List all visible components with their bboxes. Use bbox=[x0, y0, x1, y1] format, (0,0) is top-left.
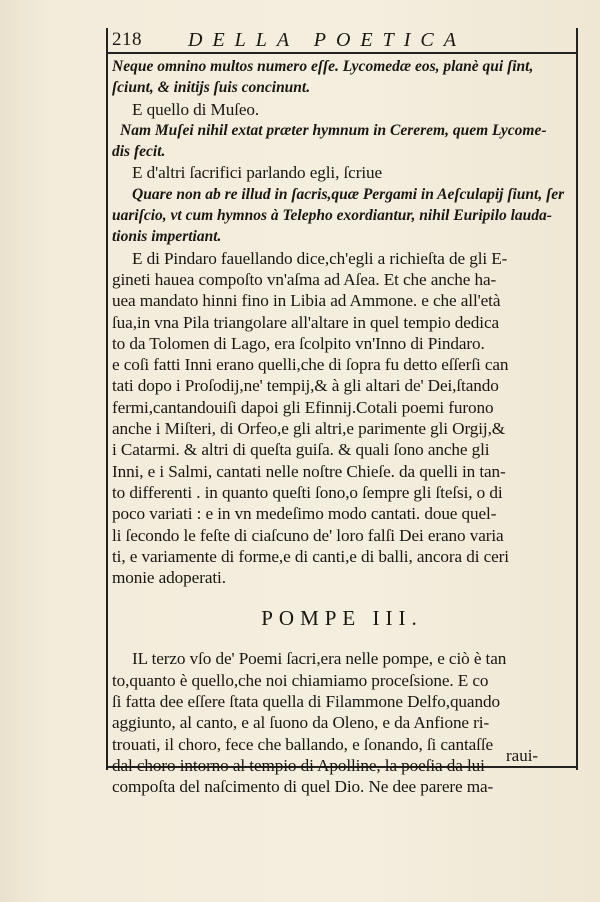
text-line: tati dopo i Proſodij,ne' tempij,& à gli altari de' Dei,ſtando bbox=[112, 376, 499, 396]
text-line: dis fecit. bbox=[112, 143, 166, 161]
text-line: e coſi fatti Inni erano quelli,che di ſopra fu detto eſſerſi can bbox=[112, 355, 509, 375]
page-header bbox=[112, 28, 572, 52]
body-text bbox=[112, 56, 572, 798]
text-line: anche i Miſteri, di Orfeo,e gli altri,e parimente gli Orgij,& bbox=[112, 419, 506, 439]
text-line: Quare non ab re illud in ſacris,quæ Pergami in Aeſculapij ſiunt, ſer bbox=[132, 185, 565, 203]
text-line: ſciunt, & initijs ſuis concinunt. bbox=[112, 79, 311, 97]
text-line: E di Pindaro fauellando dice,ch'egli a richieſta de gli E- bbox=[132, 248, 508, 268]
text-line: poco variati : e in vn medeſimo modo cantati. doue quel- bbox=[112, 504, 497, 524]
text-line: aggiunto, al canto, e al ſuono da Oleno, e da Anfione ri- bbox=[112, 713, 490, 733]
text-line: Neque omnino multos numero eſſe. Lycomedæ eos, planè qui ſint, bbox=[112, 58, 534, 75]
header-rule bbox=[106, 52, 578, 54]
text-line: uea mandato hinni fino in Libia ad Ammone. e che all'età bbox=[112, 291, 501, 311]
text-block-top bbox=[112, 56, 572, 588]
catchword: raui- bbox=[506, 746, 539, 765]
text-line: uariſcio, vt cum hymnos à Telepho exordiantur, nihil Euripilo lauda- bbox=[112, 207, 552, 225]
text-line: ſua,in vna Pila triangolare all'altare in quel tempio dedica bbox=[112, 312, 500, 332]
text-block-bottom bbox=[112, 648, 572, 797]
text-line: dal choro intorno al tempio di Apolline, la poeſia da lui bbox=[112, 755, 485, 775]
right-frame-rule bbox=[576, 28, 578, 770]
text-line: to,quanto è quello,che noi chiamiamo proceſsione. E co bbox=[112, 670, 489, 690]
text-line: E quello di Muſeo. bbox=[132, 99, 260, 119]
text-line: ti, e variamente di forme,e di canti,e di balli, ancora di ceri bbox=[112, 546, 509, 566]
text-line: to da Tolomen di Lago, era ſcolpito vn'Inno di Pindaro. bbox=[112, 333, 485, 353]
running-title: DELLA POETICA bbox=[188, 28, 466, 51]
text-line: gineti haueа compoſto vn'aſma ad Aſea. Et che anche ha- bbox=[112, 269, 497, 289]
text-line: ſi fatta dee eſſere ſtata quella di Filammone Delfo,quando bbox=[112, 692, 500, 712]
left-frame-rule bbox=[106, 28, 108, 770]
text-line: Nam Muſei nihil extat præter hymnum in Cererem, quem Lycome- bbox=[120, 121, 547, 139]
text-line: trouati, il choro, fece che ballando, e ſonando, ſi cantaſſe bbox=[112, 734, 494, 754]
text-line: monie adoperati. bbox=[112, 568, 226, 588]
text-line: tionis impertiant. bbox=[112, 228, 222, 246]
page-number: 218 bbox=[112, 29, 142, 50]
text-line: fermi,cantandouiſi dapoi gli Efinnij.Cotali poemi furono bbox=[112, 397, 494, 417]
text-line: E d'altri ſacrifici parlando egli, ſcriue bbox=[132, 163, 383, 183]
text-line: compoſta del naſcimento di quel Dio. Ne dee parere ma- bbox=[112, 777, 494, 797]
text-line: to differenti . in quanto queſti ſono,o ſempre gli ſteſsi, o di bbox=[112, 482, 503, 502]
section-heading: POMPE III. bbox=[261, 606, 423, 631]
text-line: IL terzo vſo de' Poemi ſacri,era nelle pompe, e ciò è tan bbox=[132, 649, 507, 669]
text-line: li ſecondo le feſte di ciaſcuno de' loro falſi Dei erano varia bbox=[112, 525, 504, 545]
text-line: Inni, e i Salmi, cantati nelle noſtre Chieſe. da quelli in tan- bbox=[112, 461, 506, 481]
text-line: i Catarmi. & altri di queſta guiſa. & quali ſono anche gli bbox=[112, 440, 490, 460]
